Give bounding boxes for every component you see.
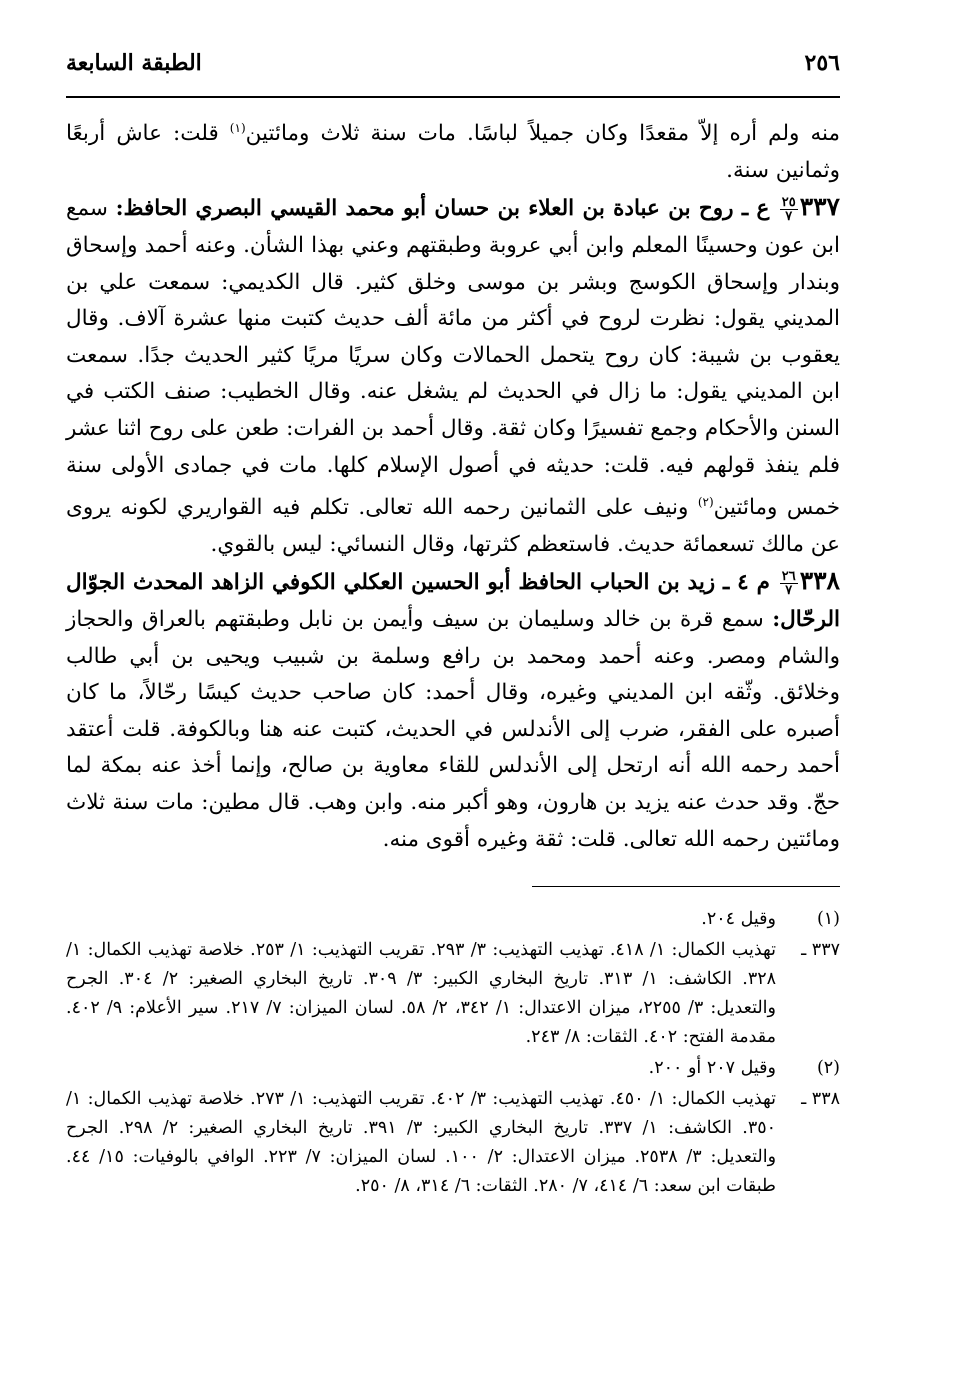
footnote-tag: (٢) <box>816 1058 840 1079</box>
footnote-text: تهذيب الكمال: ١/ ٤٥٠. تهذيب التهذيب: ٣/ ٤٠٢. تقريب التهذيب: ١/ ٢٧٣. خلاصة تهذيب الكمال: ١/ ٣٥٠. الكاشف: ١/ ٣٣٧. تاريخ البخاري الكبير: ٣/ ٣٩١. تاريخ البخاري الصغير: ٢/ ٢٩٨. الجرح والتعديل: ٣/ ٢٥٣٨. ميزان الاعتدال: ٢/ ١٠٠. لسان الميزان: ٧/ ٢٢٣. الوافي بالوفيات: ١٥/ ٤٤. طبقات ابن سعد: ٦/ ٤١٤، ٧/ ٢٨٠. الثقات: ٦/ ٣١٤، ٨/ ٢٥٠. <box>66 1089 777 1197</box>
footnote-tag: (١) <box>816 909 840 930</box>
entry-337-text: سمع ابن عون وحسينًا المعلم وابن أبي عروبة وطبقتهم وعني بهذا الشأن. وعنه أحمد وإسحاق وبندار وإسحاق الكوسج وبشر بن موسى وخلق كثير. قال الكديمي: سمعت علي بن المديني يقول: نظرت لروح في أكثر من مائة ألف حديث كتبت منها عشرة آلاف. وقال يعقوب بن شيبة: كان روح يتحمل الحمالات وكان سريًا مريًا كثير الحديث جدًا. سمعت ابن المديني يقول: ما زال في الحديث لم يشغل عنه. وقال الخطيب: صنف الكتب في السنن والأحكام وجمع تفسيرًا وكان ثقة. وقال أحمد بن الفرات: طعن على روح اثنا عشر فلم ينفذ قولهم فيه. قلت: حديثه في أصول الإسلام كلها. مات في جمادى الأولى سنة خمس ومائتين <box>66 196 840 521</box>
running-title: الطبقة السابعة <box>66 50 202 76</box>
entry-337-number: ٣٣٧ <box>799 192 840 222</box>
footnote-item <box>66 905 840 934</box>
footnote-text: وقيل ٢٠٤. <box>701 909 776 930</box>
footnote-item <box>66 936 840 1052</box>
footnote-text: تهذيب الكمال: ١/ ٤١٨. تهذيب التهذيب: ٣/ ٢٩٣. تقريب التهذيب: ١/ ٢٥٣. خلاصة تهذيب الكمال: ١/ ٣٢٨. الكاشف: ١/ ٣١٣. تاريخ البخاري الكبير: ٣/ ٣٠٩. تاريخ البخاري الصغير: ٢/ ٣٠٤. الجرح والتعديل: ٣/ ٢٢٥٥، ميزان الاعتدال: ١/ ٣٤٢، ٢/ ٥٨. لسان الميزان: ٧/ ٢١٧. سير الأعلام: ٩/ ٤٠٢. مقدمة الفتح: ٤٠٢. الثقات: ٨/ ٢٤٣. <box>66 940 777 1048</box>
entry-338-frac-top: ٢٦ <box>781 568 796 584</box>
page-header <box>66 40 840 86</box>
footnote-mark-2: (٢) <box>697 495 714 510</box>
entry-338-frac-bottom: ٧ <box>785 582 793 598</box>
entry-338-text: سمع قرة بن خالد وسليمان بن سيف وأيمن بن نابل وطبقتهم بالعراق والحجاز والشام ومصر. وعنه أحمد ومحمد بن رافع وسلمة بن شبيب ويحيى بن أبي طالب وخلائق. وثّقه ابن المديني وغيره، وقال أحمد: كان صاحب حديث كيسًا رحّالاً، ما كان أصبره على الفقر، ضرب إلى الأندلس في الحديث، كتبت عنه هنا وبالكوفة. قلت أعتقد أحمد رحمه الله أنه ارتحل إلى الأندلس للقاء معاوية بن صالح، وإنما أخذ عنه بمكة لما حجّ. وقد حدث عنه يزيد بن هارون، وهو أكبر منه. وابن وهب. قال مطين: مات سنة ثلاث ومائتين رحمه الله تعالى. قلت: ثقة وغيره أقوى منه. <box>66 607 840 852</box>
entry-338 <box>66 563 840 858</box>
intro-text: منه ولم أره إلاّ مقعدًا وكان جميلاً لباسًا. مات سنة ثلاث ومائتين <box>245 121 840 147</box>
footnote-text: وقيل ٢٠٧ أو ٢٠٠. <box>648 1058 776 1079</box>
intro-text-after: قلت: عاش أربعًا وثمانين سنة. <box>66 121 840 183</box>
entry-337-fraction <box>780 196 798 223</box>
footnote-tag: ٣٣٨ ـ <box>801 1089 840 1110</box>
book-page <box>66 40 840 1360</box>
footnote-tag: ٣٣٧ ـ <box>801 940 840 961</box>
footnote-rule <box>532 886 840 887</box>
footnote-mark-1: (١) <box>229 121 246 135</box>
entry-337-frac-bottom: ٧ <box>785 208 793 224</box>
footnote-item <box>66 1054 840 1083</box>
entry-338-heading: م ٤ ـ زيد بن الحباب الحافظ أبو الحسين العكلي الكوفي الزاهد المحدث الجوّال الرحّال: <box>66 570 840 633</box>
footnote-item <box>66 1085 840 1201</box>
entry-337-frac-top: ٢٥ <box>781 194 796 210</box>
main-text <box>66 110 840 858</box>
entry-337-heading: ع ـ روح بن عبادة بن العلاء بن حسان أبو محمد القيسي البصري الحافظ: <box>115 196 778 222</box>
intro-paragraph <box>66 110 840 189</box>
entry-338-fraction <box>780 570 798 597</box>
header-rule <box>66 96 840 98</box>
entry-338-number: ٣٣٨ <box>799 566 840 596</box>
page-number: ٢٥٦ <box>804 50 840 76</box>
entry-337-text-after: ونيف على الثمانين رحمه الله تعالى. تكلم فيه القواريري لكونه يروى عن مالك تسعمائة حديث. فاستعظم كثرتها، وقال النسائي: ليس بالقوي. <box>66 495 840 557</box>
footnotes <box>66 905 840 1201</box>
entry-337 <box>66 189 840 563</box>
